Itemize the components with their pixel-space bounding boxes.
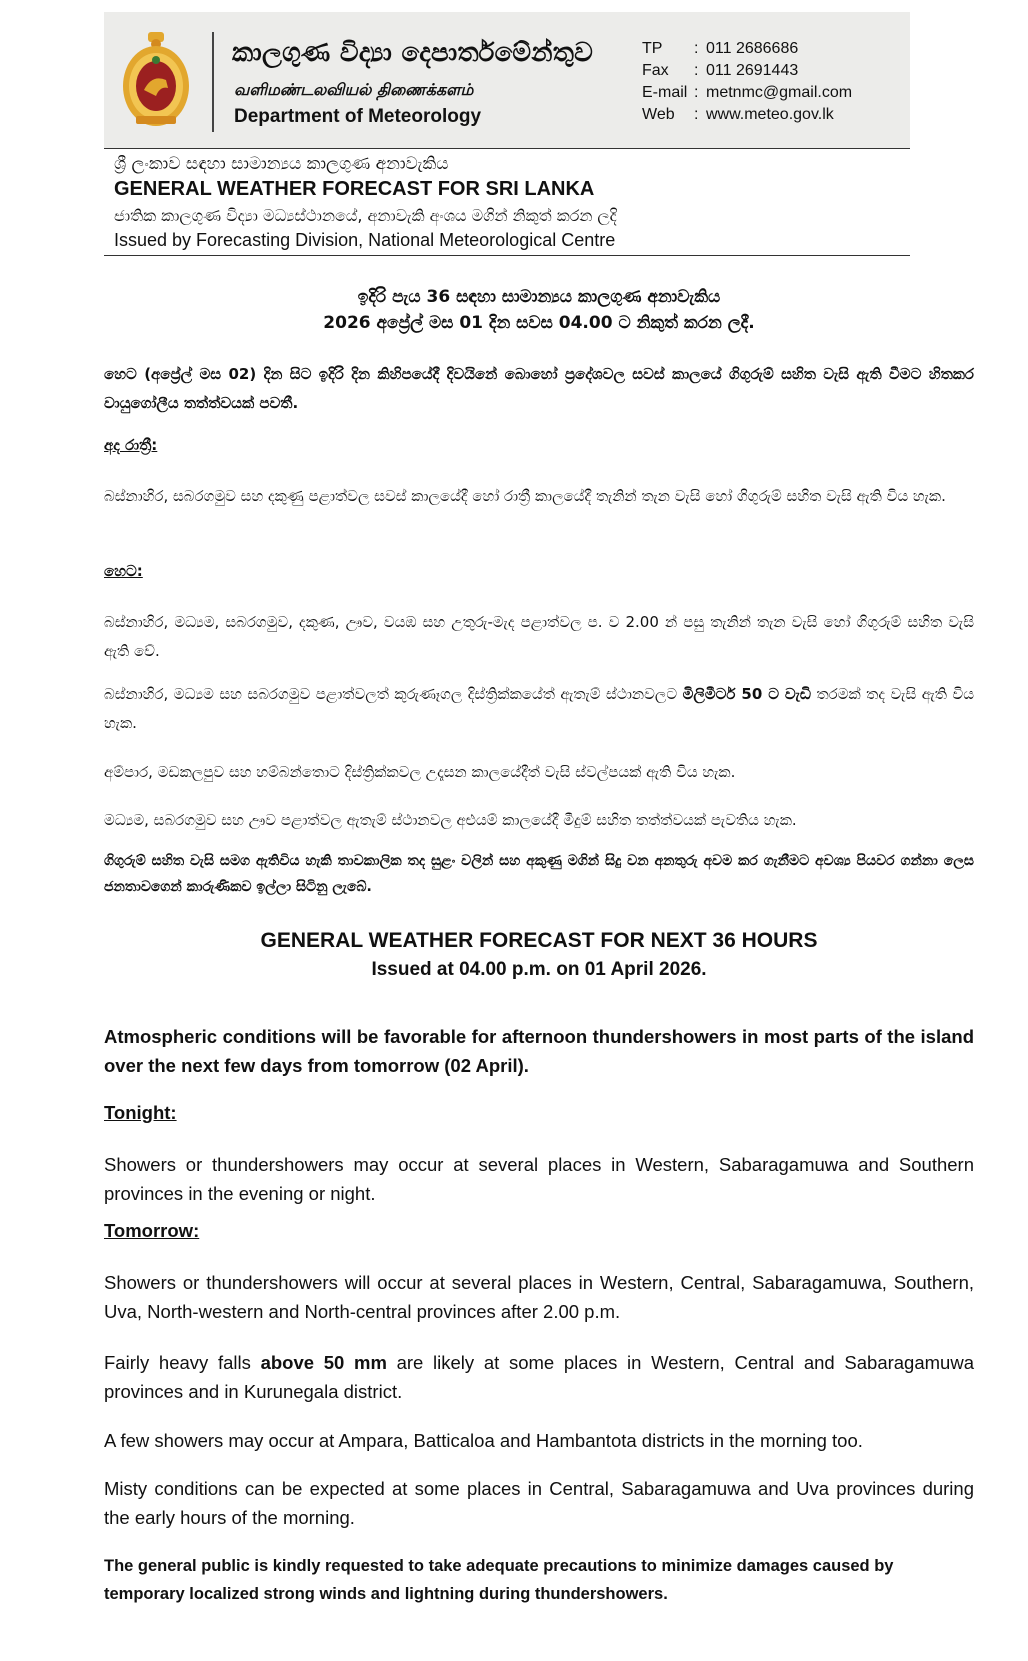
sinhala-tomorrow-text-2-part-a: බස්නාහිර, මධ්‍යම සහ සබරගමුව පළාත්වලත් කුරුණෑගල දිස්ත්‍රික්කයේත් ඇතැම් ස්ථානවලට: [104, 685, 683, 703]
contact-label: E-mail: [642, 84, 688, 101]
english-tonight-label: Tonight:: [104, 1102, 177, 1123]
sinhala-summary: හෙට (අප්‍රේල් මස 02) දින සිට ඉදිරි දින කිහිපයේදී දිවයිනේ බොහෝ ප්‍රදේශවල සවස් කාලයේ ගිගුරුම් සහිත වැසි ඇති වීමට හිතකර වායුගෝලීය තත්ත්වයක් පවතී.: [104, 365, 974, 412]
contact-separator: :: [694, 40, 699, 57]
contact-value: 011 2686686: [706, 40, 799, 57]
contact-email: [642, 82, 852, 104]
contact-tp: [642, 38, 852, 60]
contact-value: www.meteo.gov.lk: [706, 106, 834, 123]
sinhala-warning: ගිගුරුම් සහිත වැසි සමග ඇතිවිය හැකි තාවකාලික තද සුළං වලින් සහ අකුණු මගින් සිදු වන අනතුරු අවම කර ගැනීමට අවශ්‍ය පියවර ගන්නා ලෙස ජනතාවගෙන් කාරුණිකව ඉල්ලා සිටිනු ලැබේ.: [104, 853, 974, 895]
english-tomorrow-text-2: [104, 1348, 974, 1406]
sinhala-tomorrow-text-1: බස්නාහිර, මධ්‍යම, සබරගමුව, දකුණ, ඌව, වයඹ සහ උතුරු-මැද පළාත්වල ප. ව 2.00 න් පසු තැනින් තැන වැසි හෝ ගිගුරුම් සහිත වැසි ඇති වේ.: [104, 613, 974, 660]
contact-web: [642, 104, 852, 126]
letterhead: [104, 12, 910, 149]
sinhala-forecast-heading: [104, 284, 974, 336]
contact-fax: [642, 60, 852, 82]
dept-name-english: Department of Meteorology: [234, 106, 482, 127]
dept-name-tamil: வளிமண்டலவியல் திணைக்களம்: [234, 80, 474, 99]
issued-by-sinhala: ජාතික කාලගුණ විද්‍යා මධ්‍යස්ථානයේ, අනාවැකි අංශය මගින් නිකුත් කරන ලදි: [114, 206, 617, 225]
english-tomorrow-text-1: Showers or thundershowers will occur at several places in Western, Central, Sabaragamuwa, Southern, Uva, North-western and North-central provinces after 2.00 p.m.: [104, 1272, 974, 1322]
title-sinhala: ශ්‍රී ලංකාව සඳහා සාමාන්‍යය කාලගුණ අනාවැකිය: [114, 154, 449, 174]
contact-value: 011 2691443: [706, 62, 799, 79]
sri-lanka-emblem-icon: [122, 30, 190, 128]
contact-label: Fax: [642, 62, 669, 79]
english-rainfall-amount: above 50 mm: [260, 1352, 387, 1373]
contact-label: TP: [642, 40, 663, 57]
sinhala-tonight-label: අද රාත්‍රී:: [104, 436, 158, 454]
english-tomorrow-text-2-part-b: are likely at some places in Western, Central and Sabaragamuwa provinces and in Kurunegala district.: [104, 1352, 974, 1402]
sinhala-tonight-text: බස්නාහිර, සබරගමුව සහ දකුණු පළාත්වල සවස් කාලයේදී හෝ රාත්‍රී කාලයේදී තැනින් තැන වැසි හෝ ගිගුරුම් සහිත වැසි ඇති විය හැක.: [104, 487, 946, 505]
header-divider: [212, 32, 214, 132]
english-tomorrow-text-4: Misty conditions can be expected at some places in Central, Sabaragamuwa and Uva provinces during the early hours of the morning.: [104, 1478, 974, 1528]
sinhala-heading-line2: 2026 අප්‍රේල් මස 01 දින සවස 04.00 ට නිකුත් කරන ලදී.: [323, 313, 755, 333]
issued-by-english: Issued by Forecasting Division, National Meteorological Centre: [114, 230, 616, 250]
contact-separator: :: [694, 106, 699, 123]
english-tomorrow-text-2-part-a: Fairly heavy falls: [104, 1352, 261, 1373]
english-tomorrow-text-3: A few showers may occur at Ampara, Batticaloa and Hambantota districts in the morning too.: [104, 1430, 863, 1451]
sinhala-rainfall-amount: මිලිමීටර් 50 ට වැඩි: [682, 685, 812, 703]
sinhala-heading-line1: ඉදිරි පැය 36 සඳහා සාමාන්‍යය කාලගුණ අනාවැකිය: [357, 287, 721, 307]
sinhala-tomorrow-label: හෙට:: [104, 562, 143, 580]
english-summary: Atmospheric conditions will be favorable for afternoon thundershowers in most parts of the island over the next few days from tomorrow (02 April).: [104, 1026, 974, 1076]
sinhala-tomorrow-text-4: මධ්‍යම, සබරගමුව සහ ඌව පළාත්වල ඇතැම් ස්ථානවල අළුයම් කාලයේදී මීදුම් සහිත තත්ත්වයක් පැවතිය හැක.: [104, 811, 797, 829]
title-english: GENERAL WEATHER FORECAST FOR SRI LANKA: [114, 178, 595, 200]
sinhala-tomorrow-text-2: [104, 680, 974, 738]
english-forecast-heading: [104, 926, 974, 984]
sinhala-tomorrow-text-2-part-b: තරමක් තද වැසි ඇති විය හැක.: [104, 685, 974, 732]
contact-separator: :: [694, 84, 699, 101]
contact-value: metnmc@gmail.com: [706, 84, 853, 101]
title-block: [104, 150, 910, 256]
contact-separator: :: [694, 62, 699, 79]
english-heading-line2: Issued at 04.00 p.m. on 01 April 2026.: [371, 959, 707, 980]
english-warning: The general public is kindly requested to take adequate precautions to minimize damages caused by temporary localized strong winds and lightning during thundershowers.: [104, 1557, 894, 1603]
sinhala-tomorrow-text-3: අම්පාර, මඩකලපුව සහ හම්බන්තොට දිස්ත්‍රික්කවල උදෑසන කාලයේදීත් වැසි ස්වල්පයක් ඇති විය හැක.: [104, 763, 736, 781]
english-tonight-text: Showers or thundershowers may occur at several places in Western, Sabaragamuwa and Southern provinces in the evening or night.: [104, 1154, 974, 1204]
contact-details: [642, 38, 852, 126]
contact-label: Web: [642, 106, 675, 123]
dept-name-sinhala: කාලගුණ විද්‍යා දෙපාර්තමේන්තුව: [232, 38, 594, 68]
english-tomorrow-label: Tomorrow:: [104, 1220, 200, 1241]
english-heading-line1: GENERAL WEATHER FORECAST FOR NEXT 36 HOURS: [260, 929, 818, 952]
